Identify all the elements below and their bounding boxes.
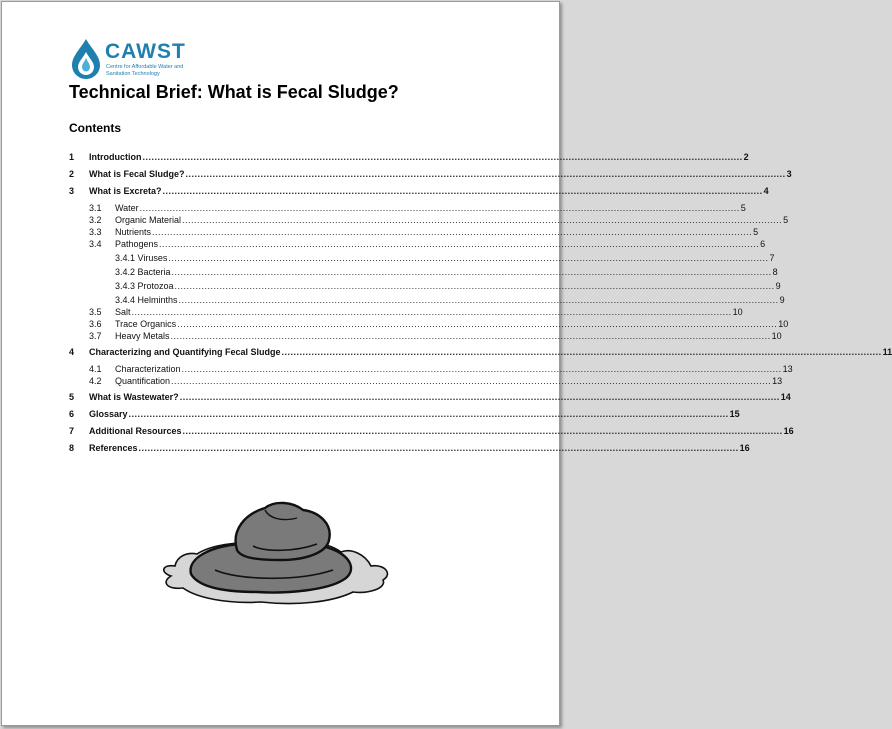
toc-entry-label: Quantification xyxy=(115,376,171,386)
toc-dot-leader: ........................................................................................................................................................................................................ xyxy=(138,443,739,453)
toc-entry-number: 3.7 xyxy=(89,331,102,341)
toc-entry-number: 7 xyxy=(69,426,75,436)
toc-entry[interactable] xyxy=(89,307,743,318)
toc-dot-leader: ........................................................................................................................................................................................................ xyxy=(139,203,740,213)
toc-entry-label: Salt xyxy=(115,307,131,317)
toc-dot-leader: ........................................................................................................................................................................................................ xyxy=(159,239,760,249)
toc-entry-page: 10 xyxy=(778,319,789,329)
toc-dot-leader: ........................................................................................................................................................................................................ xyxy=(131,307,732,317)
toc-entry-label: 3.4.2 Bacteria xyxy=(115,267,171,277)
toc-entry[interactable] xyxy=(89,227,759,238)
toc-entry[interactable] xyxy=(69,409,740,420)
toc-entry-page: 15 xyxy=(729,409,740,419)
toc-entry-page: 7 xyxy=(769,253,775,263)
logo-wordmark: CAWST xyxy=(105,40,186,63)
toc-dot-leader: ........................................................................................................................................................................................................ xyxy=(152,227,753,237)
toc-entry-label: What is Excreta? xyxy=(89,186,162,196)
toc-entry-page: 11 xyxy=(882,347,892,357)
toc-entry-label: 3.4.1 Viruses xyxy=(115,253,168,263)
toc-entry[interactable] xyxy=(69,186,769,197)
toc-entry-page: 10 xyxy=(771,331,782,341)
toc-entry-number: 3.2 xyxy=(89,215,102,225)
toc-entry-label: Water xyxy=(115,203,139,213)
toc-entry-number: 4.2 xyxy=(89,376,102,386)
toc-entry-page: 5 xyxy=(753,227,759,237)
toc-entry[interactable] xyxy=(69,347,892,358)
toc-entry-label: What is Fecal Sludge? xyxy=(89,169,185,179)
toc-entry-page: 14 xyxy=(780,392,791,402)
toc-entry[interactable] xyxy=(115,253,775,264)
toc-entry[interactable] xyxy=(115,281,781,292)
toc-entry[interactable] xyxy=(89,331,782,342)
toc-entry-number: 3.1 xyxy=(89,203,102,213)
table-of-contents xyxy=(2,2,892,472)
toc-entry-label: Organic Material xyxy=(115,215,182,225)
toc-entry[interactable] xyxy=(89,364,793,375)
fecal-sludge-illustration xyxy=(157,494,397,619)
toc-entry-number: 1 xyxy=(69,152,75,162)
toc-entry-label: Heavy Metals xyxy=(115,331,170,341)
toc-entry[interactable] xyxy=(89,203,746,214)
toc-entry-page: 3 xyxy=(786,169,792,179)
toc-entry-label: Introduction xyxy=(89,152,142,162)
toc-entry-number: 2 xyxy=(69,169,75,179)
toc-entry-page: 10 xyxy=(732,307,743,317)
toc-dot-leader: ........................................................................................................................................................................................................ xyxy=(185,169,786,179)
toc-dot-leader: ........................................................................................................................................................................................................ xyxy=(177,319,778,329)
toc-entry[interactable] xyxy=(69,426,794,437)
toc-dot-leader: ........................................................................................................................................................................................................ xyxy=(162,186,763,196)
toc-dot-leader: ........................................................................................................................................................................................................ xyxy=(182,426,783,436)
toc-entry-number: 3.6 xyxy=(89,319,102,329)
document-page xyxy=(1,1,892,726)
toc-entry-page: 5 xyxy=(783,215,789,225)
toc-entry-label: Characterizing and Quantifying Fecal Sludge xyxy=(89,347,281,357)
toc-entry-number: 8 xyxy=(69,443,75,453)
toc-entry-label: References xyxy=(89,443,138,453)
toc-entry-page: 13 xyxy=(782,364,793,374)
toc-dot-leader: ........................................................................................................................................................................................................ xyxy=(174,281,775,291)
toc-entry-label: Nutrients xyxy=(115,227,152,237)
toc-dot-leader: ........................................................................................................................................................................................................ xyxy=(171,376,772,386)
toc-dot-leader: ........................................................................................................................................................................................................ xyxy=(281,347,882,357)
page-title: Technical Brief: What is Fecal Sludge? xyxy=(69,82,399,102)
toc-dot-leader: ........................................................................................................................................................................................................ xyxy=(178,295,779,305)
toc-dot-leader: ........................................................................................................................................................................................................ xyxy=(168,253,769,263)
toc-dot-leader: ........................................................................................................................................................................................................ xyxy=(142,152,743,162)
contents-heading: Contents xyxy=(69,121,121,135)
toc-dot-leader: ........................................................................................................................................................................................................ xyxy=(171,267,772,277)
toc-entry[interactable] xyxy=(89,239,766,250)
toc-entry-number: 4 xyxy=(69,347,75,357)
toc-entry[interactable] xyxy=(89,376,783,387)
toc-entry-page: 16 xyxy=(783,426,794,436)
toc-entry-number: 3.4 xyxy=(89,239,102,249)
logo-subtitle: Centre for Affordable Water and Sanitation Technology xyxy=(106,64,184,77)
toc-entry-page: 16 xyxy=(739,443,750,453)
toc-entry-page: 8 xyxy=(772,267,778,277)
toc-dot-leader: ........................................................................................................................................................................................................ xyxy=(128,409,729,419)
sludge-top xyxy=(236,503,330,560)
toc-entry-label: Glossary xyxy=(89,409,128,419)
toc-dot-leader: ........................................................................................................................................................................................................ xyxy=(170,331,771,341)
toc-dot-leader: ........................................................................................................................................................................................................ xyxy=(179,392,780,402)
toc-entry-page: 4 xyxy=(763,186,769,196)
toc-entry-label: Pathogens xyxy=(115,239,159,249)
toc-entry[interactable] xyxy=(69,152,749,163)
toc-entry[interactable] xyxy=(115,295,785,306)
toc-entry[interactable] xyxy=(69,392,791,403)
toc-entry-number: 5 xyxy=(69,392,75,402)
toc-entry-number: 3 xyxy=(69,186,75,196)
toc-entry[interactable] xyxy=(69,443,750,454)
toc-entry[interactable] xyxy=(89,215,789,226)
toc-dot-leader: ........................................................................................................................................................................................................ xyxy=(182,215,783,225)
toc-entry-label: 3.4.4 Helminths xyxy=(115,295,178,305)
toc-entry-page: 2 xyxy=(743,152,749,162)
toc-dot-leader: ........................................................................................................................................................................................................ xyxy=(181,364,782,374)
toc-entry-number: 6 xyxy=(69,409,75,419)
toc-entry-label: Additional Resources xyxy=(89,426,182,436)
toc-entry[interactable] xyxy=(69,169,792,180)
toc-entry-page: 6 xyxy=(760,239,766,249)
toc-entry-page: 9 xyxy=(779,295,785,305)
toc-entry-number: 4.1 xyxy=(89,364,102,374)
toc-entry-number: 3.3 xyxy=(89,227,102,237)
toc-entry-label: What is Wastewater? xyxy=(89,392,179,402)
toc-entry-page: 13 xyxy=(772,376,783,386)
toc-entry-number: 3.5 xyxy=(89,307,102,317)
toc-entry-page: 9 xyxy=(775,281,781,291)
toc-entry[interactable] xyxy=(115,267,778,278)
toc-entry-label: 3.4.3 Protozoa xyxy=(115,281,174,291)
toc-entry-page: 5 xyxy=(740,203,746,213)
toc-entry[interactable] xyxy=(89,319,789,330)
toc-entry-label: Characterization xyxy=(115,364,181,374)
toc-entry-label: Trace Organics xyxy=(115,319,177,329)
